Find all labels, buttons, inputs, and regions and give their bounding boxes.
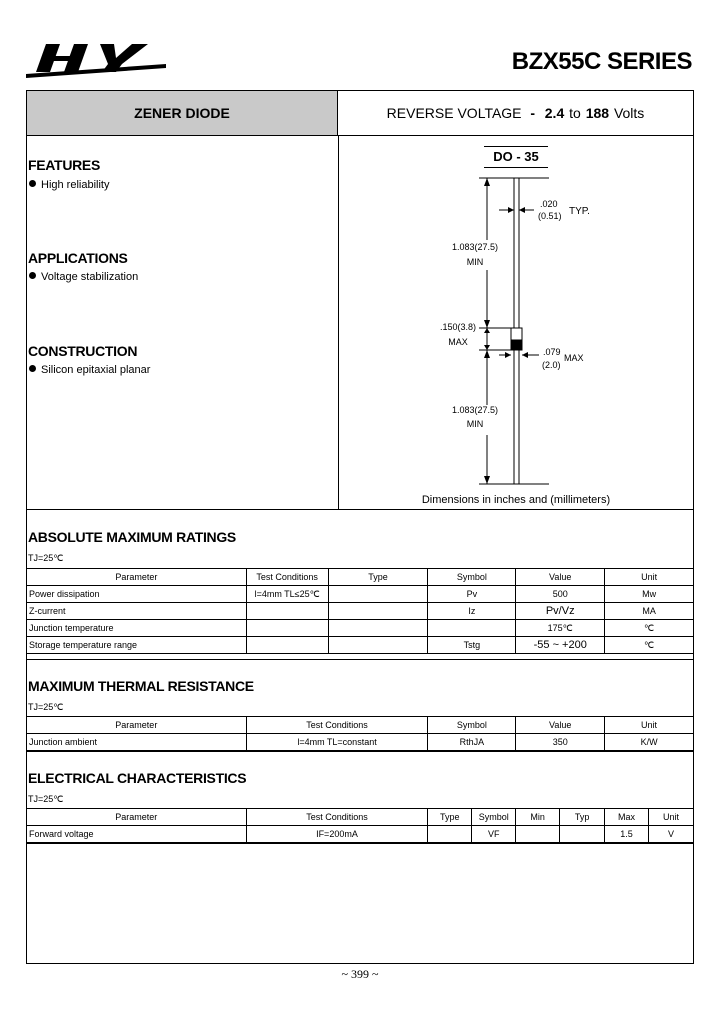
- table-cell: VF: [472, 826, 516, 843]
- electrical-table: [26, 808, 694, 843]
- header-cell: Symbol: [428, 717, 516, 734]
- header-cell: Test Conditions: [246, 717, 428, 734]
- header-cell: Test Conditions: [246, 569, 328, 586]
- lead-dia-note: TYP.: [569, 206, 590, 217]
- body-len: .150(3.8): [439, 322, 477, 332]
- table-cell: Z-current: [27, 603, 247, 620]
- table-row: [27, 734, 694, 751]
- table-row: [27, 826, 694, 843]
- features-title: FEATURES: [28, 157, 101, 173]
- applications-title: APPLICATIONS: [28, 250, 128, 266]
- header-cell: Min: [516, 809, 560, 826]
- thermal-table: [26, 716, 694, 751]
- lead-dia-in: .020: [540, 199, 558, 209]
- table-cell: MA: [605, 603, 694, 620]
- table-cell: [328, 603, 428, 620]
- table-row: [27, 637, 694, 654]
- header-cell: Max: [605, 809, 649, 826]
- reverse-voltage-label: REVERSE VOLTAGE: [386, 105, 522, 121]
- table-cell: l=4mm TL≤25℃: [246, 586, 328, 603]
- table-cell: [328, 620, 428, 637]
- header-cell: Value: [516, 717, 605, 734]
- construction-title: CONSTRUCTION: [28, 343, 138, 359]
- electrical-title: ELECTRICAL CHARACTERISTICS: [28, 770, 247, 786]
- feature-text: High reliability: [41, 179, 110, 191]
- package-name: DO - 35: [484, 146, 548, 168]
- page-number: ~ 399 ~: [341, 967, 379, 981]
- package-outline-drawing: [339, 170, 693, 508]
- header-cell: Symbol: [472, 809, 516, 826]
- table-cell: Pv/Vz: [516, 603, 605, 620]
- abs-max-condition: TJ=25℃: [28, 553, 64, 563]
- table-cell: IF=200mA: [246, 826, 428, 843]
- reverse-voltage-min: 2.4: [544, 105, 565, 121]
- construction-text: Silicon epitaxial planar: [41, 364, 151, 376]
- hy-logo: [26, 38, 166, 78]
- table-cell: -55 ~ +200: [516, 637, 605, 654]
- header-cell: Parameter: [27, 717, 247, 734]
- header-cell: Symbol: [428, 569, 516, 586]
- section-divider: [27, 509, 694, 510]
- section-divider: [27, 751, 694, 752]
- table-cell: Power dissipation: [27, 586, 247, 603]
- table-cell: Junction ambient: [27, 734, 247, 751]
- table-cell: [328, 637, 428, 654]
- table-cell: [246, 603, 328, 620]
- reverse-voltage-dash: -: [530, 105, 535, 121]
- thermal-condition: TJ=25℃: [28, 702, 64, 712]
- table-cell: [328, 586, 428, 603]
- table-cell: V: [649, 826, 694, 843]
- abs-max-title: ABSOLUTE MAXIMUM RATINGS: [28, 529, 236, 545]
- section-divider: [27, 659, 694, 660]
- header-cell: Type: [328, 569, 428, 586]
- feature-item: [29, 179, 109, 191]
- reverse-voltage-to: to: [569, 105, 581, 121]
- lead-len-bottom: 1.083(27.5): [451, 405, 499, 415]
- lead-len-top: 1.083(27.5): [451, 242, 499, 252]
- header-cell: Type: [428, 809, 472, 826]
- electrical-condition: TJ=25℃: [28, 794, 64, 804]
- application-text: Voltage stabilization: [41, 271, 139, 283]
- construction-item: [29, 364, 150, 376]
- table-cell: 175℃: [516, 620, 605, 637]
- product-type-header: [27, 91, 338, 136]
- table-cell: ℃: [605, 637, 694, 654]
- bullet-icon: [29, 180, 36, 187]
- reverse-voltage-header: [338, 91, 693, 136]
- table-header-row: [27, 809, 694, 826]
- table-cell: [428, 826, 472, 843]
- table-header-row: [27, 717, 694, 734]
- header-cell: Value: [516, 569, 605, 586]
- lead-dia-mm: (0.51): [538, 211, 562, 221]
- header-cell: Typ: [560, 809, 605, 826]
- table-cell: l=4mm TL=constant: [246, 734, 428, 751]
- table-cell: [246, 620, 328, 637]
- table-cell: ℃: [605, 620, 694, 637]
- header-cell: Parameter: [27, 569, 247, 586]
- application-item: [29, 271, 138, 283]
- bullet-icon: [29, 272, 36, 279]
- table-header-row: [27, 569, 694, 586]
- table-cell: Pv: [428, 586, 516, 603]
- header-cell: Unit: [605, 569, 694, 586]
- reverse-voltage-unit: Volts: [613, 105, 645, 121]
- table-cell: 1.5: [605, 826, 649, 843]
- body-dia-in: .079: [543, 347, 561, 357]
- table-cell: [560, 826, 605, 843]
- header-cell: Test Conditions: [246, 809, 428, 826]
- body-dia-mm: (2.0): [542, 360, 561, 370]
- table-row: [27, 603, 694, 620]
- bullet-icon: [29, 365, 36, 372]
- table-cell: Junction temperature: [27, 620, 247, 637]
- body-dia-note: MAX: [564, 353, 584, 363]
- abs-max-table: [26, 568, 694, 654]
- table-cell: K/W: [605, 734, 694, 751]
- table-cell: 500: [516, 586, 605, 603]
- dimension-note: Dimensions in inches and (millimeters): [421, 494, 611, 506]
- lead-len-bottom-note: MIN: [466, 419, 484, 429]
- lead-len-top-note: MIN: [466, 257, 484, 267]
- table-cell: Mw: [605, 586, 694, 603]
- table-row: [27, 586, 694, 603]
- header-cell: Unit: [649, 809, 694, 826]
- table-cell: Iz: [428, 603, 516, 620]
- header-cell: Unit: [605, 717, 694, 734]
- product-type: ZENER DIODE: [134, 105, 230, 121]
- thermal-title: MAXIMUM THERMAL RESISTANCE: [28, 678, 254, 694]
- table-row: [27, 620, 694, 637]
- series-title: BZX55C SERIES: [511, 48, 692, 75]
- table-cell: RthJA: [428, 734, 516, 751]
- table-cell: Storage temperature range: [27, 637, 247, 654]
- reverse-voltage-max: 188: [585, 105, 610, 121]
- table-cell: [516, 826, 560, 843]
- table-cell: Forward voltage: [27, 826, 247, 843]
- table-cell: [246, 637, 328, 654]
- header-cell: Parameter: [27, 809, 247, 826]
- table-cell: 350: [516, 734, 605, 751]
- table-cell: Tstg: [428, 637, 516, 654]
- body-len-note: MAX: [448, 337, 468, 347]
- section-divider: [27, 843, 694, 844]
- table-cell: [428, 620, 516, 637]
